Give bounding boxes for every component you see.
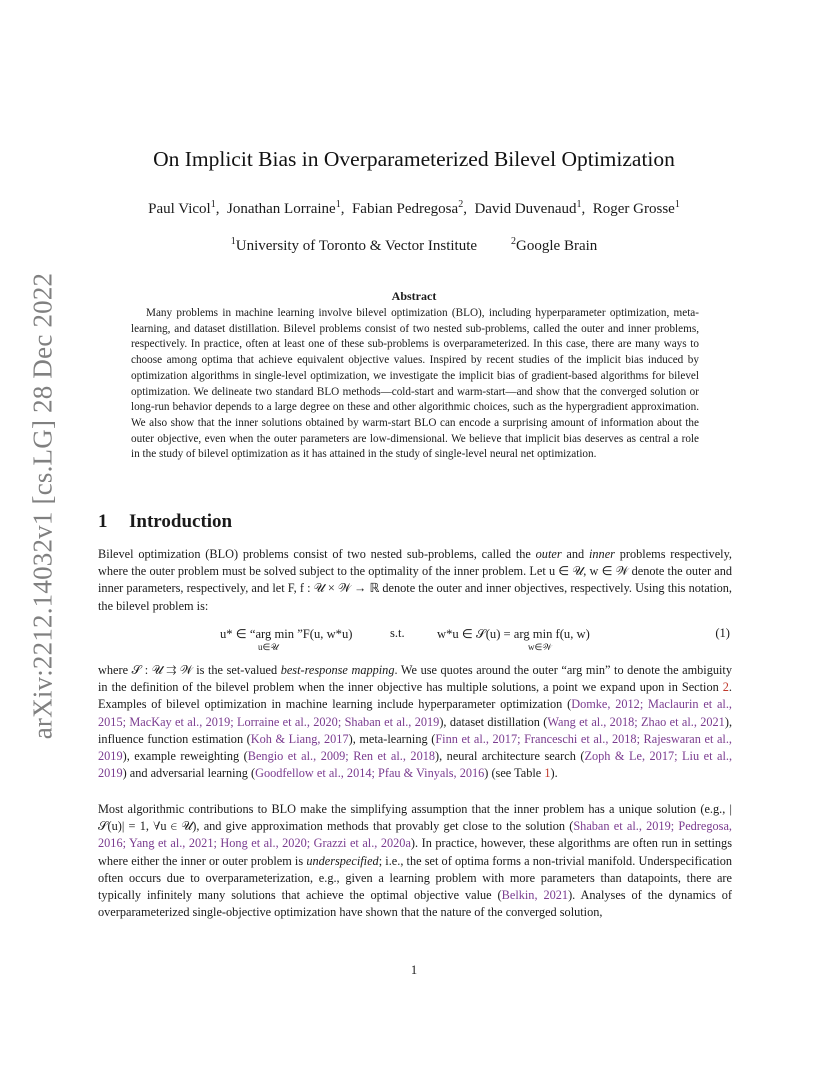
author: Fabian Pedregosa: [351, 201, 459, 217]
citation-link[interactable]: Goodfellow et al., 2014; Pfau & Vinyals, 2016: [255, 766, 485, 781]
citation-link[interactable]: Zoph & Le, 2017; Liu et al., 2019: [98, 749, 733, 781]
emphasis: inner: [588, 547, 615, 561]
text-run: ). Analyses of the dynamics of overparameterized single-objective optimization have shown that the nature of the converged solution,: [98, 888, 732, 920]
text-run: ). In practice, however, these algorithms are often run in settings where either the inner or outer problem is: [98, 836, 732, 868]
emphasis: underspecified: [306, 853, 379, 868]
citation-link[interactable]: Koh & Liang, 2017: [250, 731, 349, 746]
citation-link[interactable]: Bengio et al., 2009; Ren et al., 2018: [247, 749, 436, 764]
equation-such-that: s.t.: [390, 626, 405, 640]
affiliations: [0, 236, 828, 255]
text-run: ), meta-learning (: [348, 731, 436, 746]
author-affiliation-mark: 1: [576, 199, 582, 210]
affiliation: Google Brain: [516, 238, 598, 254]
equation-rhs: w*u ∈ 𝒮(u) = arg min f(u, w): [437, 627, 590, 641]
author: Roger Grosse: [592, 201, 675, 217]
author-affiliation-mark: 2: [458, 199, 464, 210]
equation-lhs-subscript: u∈𝒰: [258, 642, 279, 652]
paragraph-intro-2: [98, 662, 732, 782]
text-run: Bilevel optimization (BLO) problems consist of two nested sub-problems, called the: [98, 547, 536, 561]
citation-link[interactable]: Domke, 2012; Maclaurin et al., 2015; MacKay et al., 2019; Lorraine et al., 2020; Shaban et al., 2019: [98, 697, 732, 729]
paper-title: On Implicit Bias in Overparameterized Bilevel Optimization: [153, 147, 675, 171]
emphasis: best-response mapping: [280, 663, 395, 677]
text-run: ), influence function estimation (: [98, 714, 733, 746]
equation-number: (1): [715, 626, 730, 640]
emphasis: outer: [535, 547, 562, 561]
text-run: and: [561, 547, 589, 561]
arxiv-stamp-text: arXiv:2212.14032v1 [cs.LG] 28 Dec 2022: [27, 272, 58, 740]
page-number: 1: [410, 963, 418, 977]
affiliation: University of Toronto & Vector Institute: [235, 238, 478, 254]
author: Jonathan Lorraine: [226, 201, 336, 217]
paragraph-intro-1: [98, 546, 732, 615]
section-link[interactable]: 2: [722, 680, 729, 695]
text-run: . We use quotes around the outer “arg min” to denote the ambiguity in the definition of the bilevel problem when the inner objective has multiple solutions, a point we expand upon in Section: [98, 663, 732, 695]
text-run: ).: [550, 766, 558, 781]
abstract-heading: Abstract: [391, 289, 437, 303]
citation-link[interactable]: Wang et al., 2018; Zhao et al., 2021: [547, 714, 725, 729]
table-link[interactable]: 1: [544, 766, 551, 781]
author-affiliation-mark: 1: [210, 199, 216, 210]
text-run: ) (see Table: [484, 766, 545, 781]
citation-link[interactable]: Belkin, 2021: [501, 888, 569, 903]
author-affiliation-mark: 1: [674, 199, 680, 210]
section-number: 1: [98, 511, 108, 532]
affiliation-mark: 1: [230, 236, 236, 247]
text-run: ) and adversarial learning (: [122, 766, 256, 781]
equation-1: [98, 624, 732, 658]
citation-link[interactable]: Finn et al., 2017; Franceschi et al., 2018; Rajeswaran et al., 2019: [98, 731, 732, 764]
text-run: ; i.e., the set of optima forms a non-trivial manifold. Underspecification often occurs due to overparameterization, e.g., given a learning problem with more parameters than datapoints, there are typically infinitely many solutions that achieve the optimal objective value (: [98, 853, 732, 903]
text-run: . Examples of bilevel optimization in machine learning include hyperparameter optimization (: [98, 680, 732, 712]
text-run: ), example reweighting (: [122, 749, 248, 764]
abstract-text: Many problems in machine learning involve bilevel optimization (BLO), including hyperparameter optimization, meta-learning, and dataset distillation. Bilevel problems consist of two nested sub-problems, called the outer and inner problems, respectively. In practice, often at least one of these sub-problems is overparameterized. In this case, there are many ways to choose among optima that achieve equivalent objective values. Inspired by recent studies of the implicit bias induced by optimization algorithms in single-level optimization, we investigate the implicit bias of gradient-based algorithms for bilevel optimization. We delineate two standard BLO methods—cold-start and warm-start—and show that the converged solution or long-run behavior depends to a large degree on these and other algorithmic choices, such as the hypergradient approximation. We also show that the inner solutions obtained by warm-start BLO can encode a surprising amount of information about the outer objective, even when the outer parameters are low-dimensional. We believe that implicit bias deserves as central a role in the study of bilevel optimization as it has attained in the study of single-level neural net optimization.: [131, 307, 699, 461]
equation-rhs-subscript: w∈𝒲: [528, 642, 552, 652]
author-list: Paul Vicol$^1$, Jonathan Lorraine$^1$, Fabian Pedregosa$^2$, David Duvenaud$^1$, Roger Grosse$^1$: [148, 199, 680, 217]
text-run: ), dataset distillation (: [439, 714, 548, 729]
author-affiliation-mark: 1: [335, 199, 341, 210]
text-run: Most algorithmic contributions to BLO make the simplifying assumption that the inner problem has a unique solution (e.g., |𝒮(u)| = 1, ∀u ∈ 𝒰), and give approximation methods that provably get close to the solution (: [98, 802, 732, 834]
author: David Duvenaud: [474, 201, 577, 217]
paragraph-intro-3: [98, 801, 732, 921]
text-run: ), neural architecture search (: [435, 749, 585, 764]
text-run: where 𝒮 : 𝒰 ⇉ 𝒲 is the set-valued: [98, 663, 281, 677]
author: Paul Vicol: [148, 201, 211, 217]
section-title: Introduction: [129, 511, 233, 532]
affiliation-mark: 2: [511, 236, 517, 247]
equation-lhs: u* ∈ “arg min ”F(u, w*u): [220, 627, 353, 641]
citation-link[interactable]: Shaban et al., 2019; Pedregosa, 2016; Yang et al., 2021; Hong et al., 2020; Grazzi et al., 2020a: [98, 819, 732, 851]
section-heading: [98, 511, 232, 533]
arxiv-stamp: [18, 272, 68, 740]
text-run: problems respectively, where the outer problem must be solved subject to the optimality of the inner problem. Let u ∈ 𝒰, w ∈ 𝒲 denote the outer and inner parameters, respectively, and let F, f : 𝒰 × 𝒲 → ℝ denote the outer and inner objectives, respectively. Using this notation, the bilevel problem is:: [98, 547, 732, 613]
